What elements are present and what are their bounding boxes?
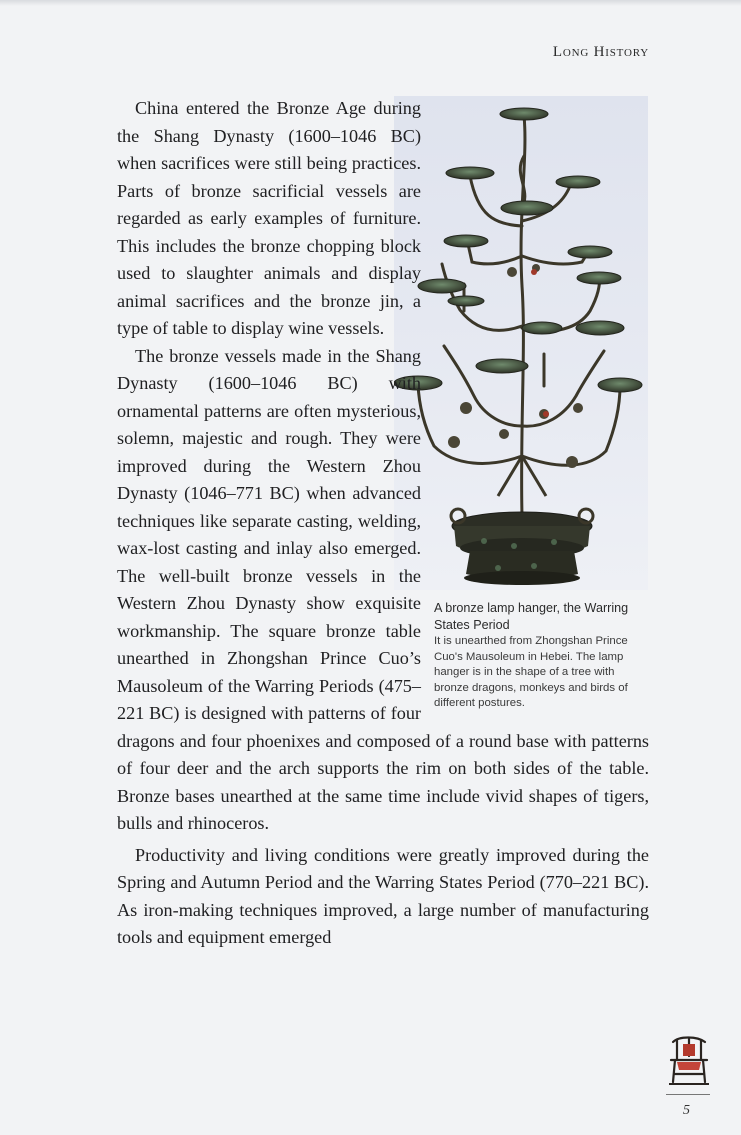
page-number: 5: [683, 1103, 690, 1118]
footer-rule: [666, 1094, 710, 1095]
body-text: [117, 95, 649, 952]
running-head: Long History: [552, 44, 649, 60]
caption-description: It is unearthed from Zhongshan Prince Cuo's Mausoleum in Hebei. The lamp hanger is in the shape of a tree with bronze dragons, monkeys and birds of different postures.: [434, 635, 628, 709]
caption-title: A bronze lamp hanger, the Warring States Period: [434, 601, 629, 632]
paragraph-2: The bronze vessels made in the Shang Dynasty (1600–1046 BC) with ornamental patterns are often mysterious, solemn, majestic and rough. They were improved during the Western Zhou Dynasty (1046–771 BC) when advanced techniques like separate casting, welding, wax-lost casting and inlay also emerged. The well-built bronze vessels in the Western Zhou Dynasty show exquisite workmanship. The square bronze table unearthed in Zhongshan Prince Cuo’s Mausoleum of the Warring Periods (475–221 BC) is designed with patterns of four dragons and four phoenixes and composed of a round base with patterns of four deer and the arch supports the rim on both sides of the table. Bronze bases unearthed at the same time include vivid shapes of tigers, bulls and rhinoceros.: [117, 345, 649, 833]
chair-icon: [665, 1030, 711, 1088]
figure-caption: [434, 600, 649, 712]
paragraph-1: China entered the Bronze Age during the Shang Dynasty (1600–1046 BC) when sacrifices were still being practices. Parts of bronze sacrificial vessels are regarded as early examples of furniture. This includes the bronze chopping block used to slaughter animals and display animal sacrifices and the bronze jin, a type of table to display wine vessels.: [117, 98, 421, 338]
paragraph-3: Productivity and living conditions were greatly improved during the Spring and Autumn Period and the Warring States Period (770–221 BC). As iron-making techniques improved, a large number of manufacturing tools and equipment emerged: [117, 844, 649, 947]
page-top-edge: [0, 0, 741, 6]
